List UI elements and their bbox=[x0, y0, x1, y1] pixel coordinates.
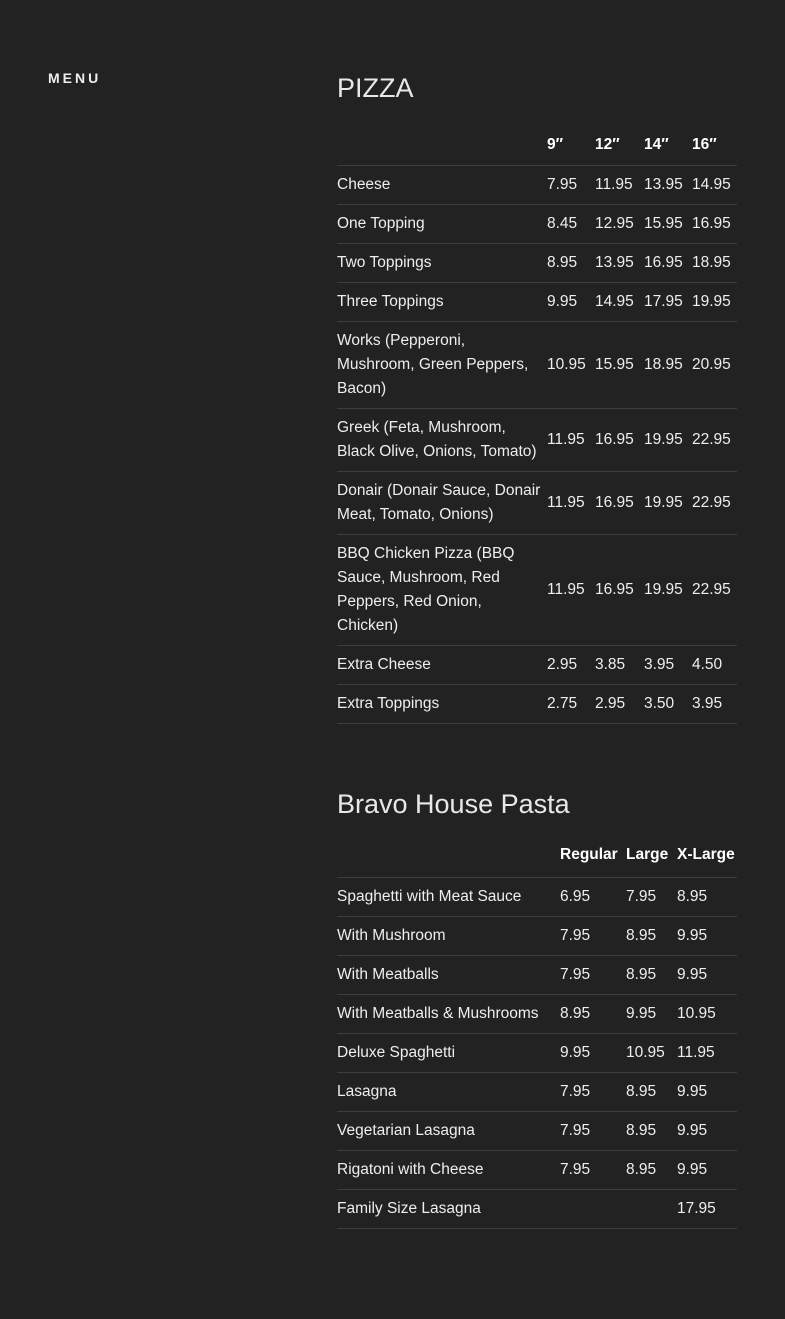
item-price: 15.95 bbox=[595, 322, 644, 409]
pasta-price-table bbox=[337, 833, 737, 1229]
item-price: 8.95 bbox=[626, 1151, 677, 1190]
item-price: 3.95 bbox=[644, 646, 692, 685]
item-price: 2.95 bbox=[547, 646, 595, 685]
item-price: 7.95 bbox=[560, 956, 626, 995]
table-row bbox=[337, 244, 737, 283]
table-row bbox=[337, 956, 737, 995]
item-price: 17.95 bbox=[644, 283, 692, 322]
item-price: 16.95 bbox=[595, 472, 644, 535]
item-price: 9.95 bbox=[626, 995, 677, 1034]
table-row bbox=[337, 685, 737, 724]
item-name: Extra Cheese bbox=[337, 646, 547, 685]
item-price: 22.95 bbox=[692, 409, 737, 472]
item-price: 9.95 bbox=[677, 1151, 737, 1190]
item-name: Works (Pepperoni, Mushroom, Green Peppers, Bacon) bbox=[337, 322, 547, 409]
item-name: Rigatoni with Cheese bbox=[337, 1151, 560, 1190]
item-price: 11.95 bbox=[547, 472, 595, 535]
item-price: 11.95 bbox=[677, 1034, 737, 1073]
pizza-header-size: 14″ bbox=[644, 136, 669, 153]
item-price: 8.95 bbox=[677, 878, 737, 917]
item-price: 11.95 bbox=[547, 535, 595, 646]
pizza-section-title: PIZZA bbox=[337, 73, 414, 103]
item-name: One Topping bbox=[337, 205, 547, 244]
item-price: 11.95 bbox=[595, 166, 644, 205]
item-price: 8.95 bbox=[626, 917, 677, 956]
item-price: 16.95 bbox=[595, 535, 644, 646]
table-row bbox=[337, 1112, 737, 1151]
item-price: 13.95 bbox=[644, 166, 692, 205]
item-price: 8.95 bbox=[626, 1112, 677, 1151]
item-price: 7.95 bbox=[560, 1073, 626, 1112]
pizza-price-table bbox=[337, 125, 737, 724]
item-price: 16.95 bbox=[692, 205, 737, 244]
table-row bbox=[337, 283, 737, 322]
item-name: Three Toppings bbox=[337, 283, 547, 322]
item-price: 17.95 bbox=[677, 1190, 737, 1229]
item-price: 22.95 bbox=[692, 535, 737, 646]
table-row bbox=[337, 646, 737, 685]
table-row bbox=[337, 1190, 737, 1229]
item-price: 18.95 bbox=[692, 244, 737, 283]
item-price: 8.45 bbox=[547, 205, 595, 244]
table-row bbox=[337, 166, 737, 205]
item-price: 9.95 bbox=[677, 917, 737, 956]
table-row bbox=[337, 1034, 737, 1073]
item-price: 9.95 bbox=[677, 1073, 737, 1112]
table-row bbox=[337, 1151, 737, 1190]
table-row bbox=[337, 535, 737, 646]
item-name: With Meatballs & Mushrooms bbox=[337, 995, 560, 1034]
table-row bbox=[337, 322, 737, 409]
item-price: 13.95 bbox=[595, 244, 644, 283]
item-price: 19.95 bbox=[692, 283, 737, 322]
pasta-section-title: Bravo House Pasta bbox=[337, 789, 570, 819]
table-row bbox=[337, 472, 737, 535]
pizza-header-item bbox=[337, 125, 547, 166]
item-price: 7.95 bbox=[560, 917, 626, 956]
table-row bbox=[337, 878, 737, 917]
item-price: 22.95 bbox=[692, 472, 737, 535]
item-name: Two Toppings bbox=[337, 244, 547, 283]
item-name: Lasagna bbox=[337, 1073, 560, 1112]
item-price: 11.95 bbox=[547, 409, 595, 472]
item-name: Greek (Feta, Mushroom, Black Olive, Onions, Tomato) bbox=[337, 409, 547, 472]
item-price: 9.95 bbox=[677, 1112, 737, 1151]
item-name: With Mushroom bbox=[337, 917, 560, 956]
item-price: 16.95 bbox=[644, 244, 692, 283]
pasta-header-row bbox=[337, 833, 737, 878]
item-price: 9.95 bbox=[547, 283, 595, 322]
item-name: Cheese bbox=[337, 166, 547, 205]
item-price: 10.95 bbox=[547, 322, 595, 409]
item-price bbox=[626, 1190, 677, 1229]
table-row bbox=[337, 917, 737, 956]
item-price: 8.95 bbox=[547, 244, 595, 283]
item-name: Spaghetti with Meat Sauce bbox=[337, 878, 560, 917]
item-price: 12.95 bbox=[595, 205, 644, 244]
pizza-header-size: 16″ bbox=[692, 136, 717, 153]
item-price: 3.85 bbox=[595, 646, 644, 685]
pasta-header-item bbox=[337, 833, 560, 878]
table-row bbox=[337, 1073, 737, 1112]
table-row bbox=[337, 409, 737, 472]
table-row bbox=[337, 995, 737, 1034]
item-price: 7.95 bbox=[547, 166, 595, 205]
pizza-section bbox=[337, 70, 737, 724]
pasta-header-size: Regular bbox=[560, 846, 618, 863]
item-name: Deluxe Spaghetti bbox=[337, 1034, 560, 1073]
item-price: 8.95 bbox=[560, 995, 626, 1034]
pizza-header-row bbox=[337, 125, 737, 166]
item-price: 16.95 bbox=[595, 409, 644, 472]
item-price: 4.50 bbox=[692, 646, 737, 685]
pasta-header-size: Large bbox=[626, 846, 669, 863]
table-row bbox=[337, 205, 737, 244]
item-name: Vegetarian Lasagna bbox=[337, 1112, 560, 1151]
item-price: 2.95 bbox=[595, 685, 644, 724]
item-price: 9.95 bbox=[677, 956, 737, 995]
item-price: 9.95 bbox=[560, 1034, 626, 1073]
item-price: 7.95 bbox=[560, 1151, 626, 1190]
item-price: 2.75 bbox=[547, 685, 595, 724]
item-name: Donair (Donair Sauce, Donair Meat, Tomato, Onions) bbox=[337, 472, 547, 535]
item-price: 19.95 bbox=[644, 409, 692, 472]
menu-content bbox=[337, 70, 737, 1229]
item-price: 19.95 bbox=[644, 472, 692, 535]
item-price: 15.95 bbox=[644, 205, 692, 244]
pizza-header-size: 12″ bbox=[595, 136, 620, 153]
item-name: With Meatballs bbox=[337, 956, 560, 995]
item-price: 6.95 bbox=[560, 878, 626, 917]
item-price: 19.95 bbox=[644, 535, 692, 646]
item-price: 10.95 bbox=[677, 995, 737, 1034]
item-name: BBQ Chicken Pizza (BBQ Sauce, Mushroom, Red Peppers, Red Onion, Chicken) bbox=[337, 535, 547, 646]
item-price: 20.95 bbox=[692, 322, 737, 409]
item-price: 14.95 bbox=[595, 283, 644, 322]
item-price bbox=[560, 1190, 626, 1229]
pasta-section bbox=[337, 786, 737, 1229]
pizza-header-size: 9″ bbox=[547, 136, 564, 153]
item-price: 14.95 bbox=[692, 166, 737, 205]
item-name: Extra Toppings bbox=[337, 685, 547, 724]
item-price: 7.95 bbox=[560, 1112, 626, 1151]
item-price: 18.95 bbox=[644, 322, 692, 409]
item-price: 7.95 bbox=[626, 878, 677, 917]
item-price: 3.50 bbox=[644, 685, 692, 724]
item-price: 8.95 bbox=[626, 956, 677, 995]
page-title: MENU bbox=[48, 70, 102, 86]
item-name: Family Size Lasagna bbox=[337, 1190, 560, 1229]
pasta-header-size: X-Large bbox=[677, 846, 735, 863]
item-price: 3.95 bbox=[692, 685, 737, 724]
item-price: 8.95 bbox=[626, 1073, 677, 1112]
item-price: 10.95 bbox=[626, 1034, 677, 1073]
